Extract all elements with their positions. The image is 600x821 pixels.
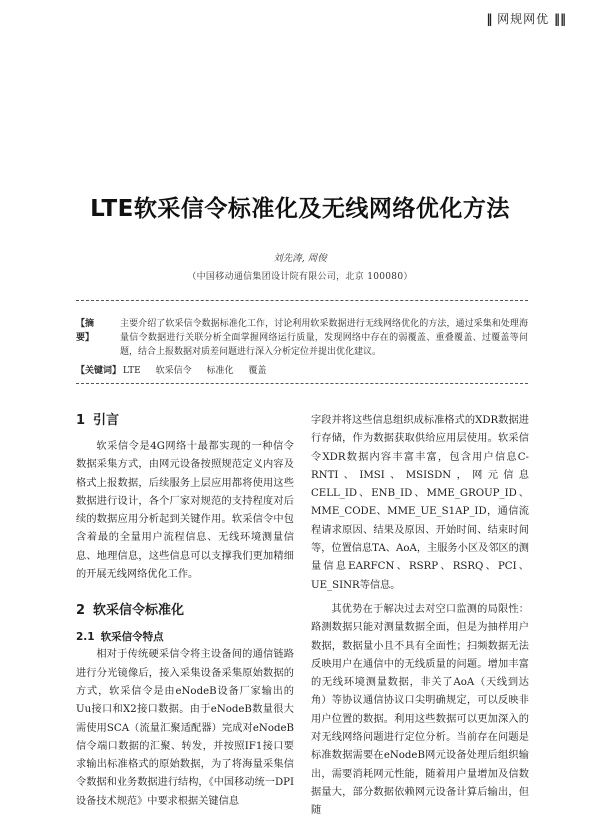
abstract-tag: 【摘 要】 [76, 319, 104, 343]
abstract-text: 主要介绍了软采信令数据标准化工作，讨论利用软采数据进行无线网络优化的方法，通过采集和处理海量信令数据进行关联分析全面掌握网络运行质量，发现网络中存在的弱覆盖、重叠覆盖、过覆盖等问题，结合上报数据对质差问题进行深入分析定位并提出优化建议。 [120, 319, 528, 357]
subsection-title: 软采信令特点 [100, 631, 164, 644]
keywords-line [76, 363, 528, 376]
keywords-tag: 【关键词】 [76, 366, 122, 376]
keyword: 标准化 [206, 366, 234, 376]
paper-authors: 刘先涛, 周俊 [273, 253, 327, 264]
abstract-bottom-rule [76, 383, 528, 384]
section-title: 引言 [93, 413, 120, 428]
subsection-number: 2.1 [76, 631, 95, 644]
section-number: 2 [76, 603, 86, 619]
keyword: 覆盖 [248, 366, 267, 376]
softcapture-features-paragraph: 相对于传统硬采信令将主设备间的通信链路进行分光镜像后，接入采集设备采集原始数据的方式，软采信令是由eNodeB设备厂家输出的Uu接口和X2接口数据。由于eNodeB数量很大需使用SCA（流量汇聚适配器）完成对eNodeB信令端口数据的汇聚、转发，并按照IF1接口要求输出标准格式的原始数据，为了将海量采集信令数据和业务数据进行结构，《中国移动统一DPI设备技术规范》中要求根据关键信息 [76, 649, 294, 807]
abstract-block [76, 317, 528, 359]
paper-affiliation: （中国移动通信集团设计院有限公司，北京 100080） [187, 272, 413, 282]
running-header [486, 10, 566, 27]
keyword: LTE [122, 366, 141, 376]
section-number: 1 [76, 413, 86, 428]
keyword: 软采信令 [155, 366, 192, 376]
advantages-paragraph: 其优势在于解决过去对空口监测的局限性：路测数据只能对测量数据全面，但是为抽样用户数据，数据量小且不具有全面性；扫频数据无法反映用户在通信中的无线质量的问题。增加丰富的无线环境测量数据，非关了AoA（天线到达角）等协议通信协议口尖明确规定，可以反映非用户位置的数据。利用这些数据可以更加深入的对无线网络问题进行定位分析。当前存在问题是标准数据需要在eNodeB网元设备处理后组织输出，需要消耗网元性能，随着用户量增加及信数据量大，部分数据依赖网元设备计算后输出，但随 [311, 603, 529, 817]
abstract-top-rule [76, 300, 528, 301]
section-title: 软采信令标准化 [93, 603, 185, 619]
section-heading-1 [76, 412, 294, 430]
header-section-label: 网规网优 [497, 12, 550, 26]
intro-paragraph: 软采信令是4G网络十最都实现的一种信令数据采集方式，由网元设备按照规范定义内容及格式上报数据，后续服务上层应用都将使用这些数据进行设计，各个厂家对规范的支持程度对后续的数据应用分析起到关键作用。软采信令中包含着最的全量用户流程信息、无线环境测量信息、地理信息，这些信息可以支撑我们更加精细的开展无线网络优化工作。 [76, 441, 294, 581]
header-bars-left: ‖ [486, 12, 493, 26]
right-column [311, 412, 529, 821]
left-column [76, 412, 294, 811]
section-heading-2 [76, 602, 294, 620]
header-bars-right: ‖‖ [554, 12, 566, 26]
subsection-heading-2-1 [76, 628, 294, 646]
xdr-content-paragraph: 字段并将这些信息组织成标准格式的XDR数据进行存储，作为数据获取供给应用层使用。软采信令XDR数据内容丰富丰富，包含用户信息C-RNTI、IMSI、MSISDN，网元信息CELL_ID、ENB_ID、MME_GROUP_ID、MME_CODE、MME_UE_S1AP_ID，通信流程请求原因、结果及原因、开始时间、结束时间等，位置信息TA、AoA，主服务小区及邻区的测量信息EARFCN、RSRP、RSRQ、PCI、UE_SINR等信息。 [311, 415, 529, 591]
paper-title: LTE软采信令标准化及无线网络优化方法 [90, 196, 510, 222]
spacer [76, 584, 294, 602]
